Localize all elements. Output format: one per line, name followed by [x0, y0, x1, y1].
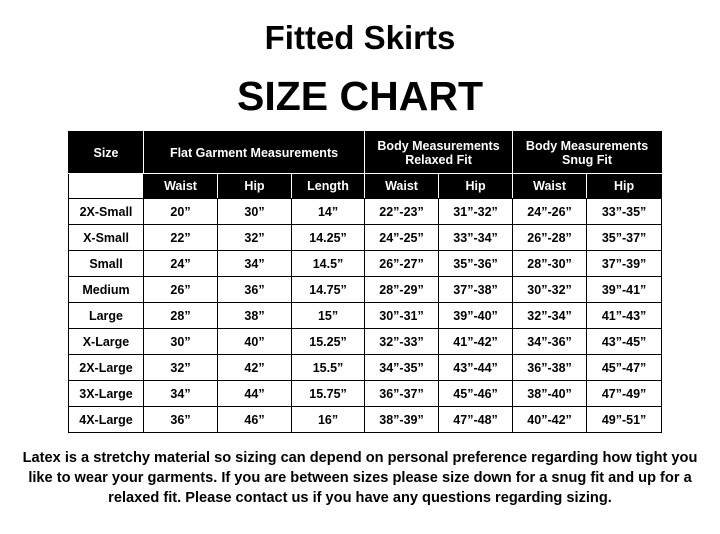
- cell-flat-hip: 32”: [218, 225, 292, 251]
- table-row: [69, 407, 662, 433]
- subheader-relaxed-hip: Hip: [439, 174, 513, 199]
- cell-snug-hip: 33”-35”: [587, 199, 662, 225]
- cell-relaxed-hip: 47”-48”: [439, 407, 513, 433]
- cell-flat-hip: 40”: [218, 329, 292, 355]
- cell-snug-hip: 39”-41”: [587, 277, 662, 303]
- cell-relaxed-hip: 39”-40”: [439, 303, 513, 329]
- cell-flat-waist: 24”: [144, 251, 218, 277]
- cell-snug-waist: 28”-30”: [513, 251, 587, 277]
- table-row: [69, 381, 662, 407]
- cell-relaxed-hip: 35”-36”: [439, 251, 513, 277]
- cell-size: Large: [69, 303, 144, 329]
- cell-size: 4X-Large: [69, 407, 144, 433]
- cell-relaxed-waist: 38”-39”: [365, 407, 439, 433]
- cell-flat-waist: 22”: [144, 225, 218, 251]
- cell-relaxed-waist: 24”-25”: [365, 225, 439, 251]
- cell-flat-length: 15.25”: [292, 329, 365, 355]
- cell-flat-length: 14.75”: [292, 277, 365, 303]
- sizing-note: Latex is a stretchy material so sizing can depend on personal preference regarding how tight you like to wear your garments. If you are between sizes please size down for a snug fit and up for a relaxed fit. Please contact us if you have any questions regarding sizing.: [22, 450, 698, 506]
- cell-size: 2X-Small: [69, 199, 144, 225]
- table-row: [69, 355, 662, 381]
- subheader-relaxed-waist: Waist: [365, 174, 439, 199]
- cell-snug-waist: 30”-32”: [513, 277, 587, 303]
- cell-snug-waist: 34”-36”: [513, 329, 587, 355]
- header-size: Size: [69, 132, 144, 174]
- cell-size: 2X-Large: [69, 355, 144, 381]
- cell-snug-hip: 45”-47”: [587, 355, 662, 381]
- cell-relaxed-hip: 43”-44”: [439, 355, 513, 381]
- cell-relaxed-hip: 45”-46”: [439, 381, 513, 407]
- page-title: Fitted Skirts: [264, 19, 456, 56]
- cell-flat-length: 14”: [292, 199, 365, 225]
- subheader-flat-hip: Hip: [218, 174, 292, 199]
- cell-relaxed-waist: 36”-37”: [365, 381, 439, 407]
- header-flat-garment: Flat Garment Measurements: [144, 132, 365, 174]
- cell-flat-length: 15”: [292, 303, 365, 329]
- cell-relaxed-waist: 28”-29”: [365, 277, 439, 303]
- table-row: [69, 277, 662, 303]
- cell-snug-hip: 37”-39”: [587, 251, 662, 277]
- table-row: [69, 329, 662, 355]
- subheader-snug-waist: Waist: [513, 174, 587, 199]
- subheader-snug-hip: Hip: [587, 174, 662, 199]
- cell-snug-hip: 43”-45”: [587, 329, 662, 355]
- cell-flat-hip: 34”: [218, 251, 292, 277]
- cell-flat-hip: 46”: [218, 407, 292, 433]
- cell-relaxed-waist: 32”-33”: [365, 329, 439, 355]
- cell-relaxed-hip: 37”-38”: [439, 277, 513, 303]
- cell-flat-length: 16”: [292, 407, 365, 433]
- cell-relaxed-waist: 22”-23”: [365, 199, 439, 225]
- header-group-row: [69, 132, 662, 174]
- table-row: [69, 251, 662, 277]
- cell-flat-length: 14.5”: [292, 251, 365, 277]
- page-subtitle: SIZE CHART: [237, 73, 483, 119]
- subheader-row: [69, 174, 662, 199]
- cell-flat-length: 14.25”: [292, 225, 365, 251]
- cell-flat-hip: 38”: [218, 303, 292, 329]
- cell-flat-waist: 36”: [144, 407, 218, 433]
- cell-flat-waist: 34”: [144, 381, 218, 407]
- cell-snug-hip: 47”-49”: [587, 381, 662, 407]
- header-body-snug: Body Measurements Snug Fit: [513, 132, 662, 174]
- cell-snug-waist: 32”-34”: [513, 303, 587, 329]
- subheader-blank: [69, 174, 144, 199]
- table-row: [69, 199, 662, 225]
- cell-flat-hip: 36”: [218, 277, 292, 303]
- cell-relaxed-hip: 33”-34”: [439, 225, 513, 251]
- cell-flat-hip: 42”: [218, 355, 292, 381]
- cell-snug-waist: 38”-40”: [513, 381, 587, 407]
- cell-snug-hip: 49”-51”: [587, 407, 662, 433]
- cell-relaxed-waist: 30”-31”: [365, 303, 439, 329]
- cell-snug-hip: 35”-37”: [587, 225, 662, 251]
- cell-flat-length: 15.75”: [292, 381, 365, 407]
- cell-flat-waist: 20”: [144, 199, 218, 225]
- cell-flat-hip: 44”: [218, 381, 292, 407]
- cell-size: Medium: [69, 277, 144, 303]
- cell-size: Small: [69, 251, 144, 277]
- cell-flat-waist: 30”: [144, 329, 218, 355]
- cell-size: 3X-Large: [69, 381, 144, 407]
- cell-relaxed-waist: 26”-27”: [365, 251, 439, 277]
- size-chart-table: [68, 131, 662, 433]
- cell-snug-waist: 24”-26”: [513, 199, 587, 225]
- table-row: [69, 225, 662, 251]
- subheader-flat-waist: Waist: [144, 174, 218, 199]
- cell-flat-waist: 28”: [144, 303, 218, 329]
- cell-flat-waist: 26”: [144, 277, 218, 303]
- cell-snug-waist: 36”-38”: [513, 355, 587, 381]
- cell-flat-waist: 32”: [144, 355, 218, 381]
- cell-flat-length: 15.5”: [292, 355, 365, 381]
- cell-snug-waist: 26”-28”: [513, 225, 587, 251]
- cell-size: X-Small: [69, 225, 144, 251]
- size-rows: [69, 199, 662, 433]
- cell-snug-hip: 41”-43”: [587, 303, 662, 329]
- cell-relaxed-waist: 34”-35”: [365, 355, 439, 381]
- table-row: [69, 303, 662, 329]
- header-body-relaxed: Body Measurements Relaxed Fit: [365, 132, 513, 174]
- cell-snug-waist: 40”-42”: [513, 407, 587, 433]
- cell-flat-hip: 30”: [218, 199, 292, 225]
- cell-size: X-Large: [69, 329, 144, 355]
- cell-relaxed-hip: 41”-42”: [439, 329, 513, 355]
- cell-relaxed-hip: 31”-32”: [439, 199, 513, 225]
- subheader-flat-length: Length: [292, 174, 365, 199]
